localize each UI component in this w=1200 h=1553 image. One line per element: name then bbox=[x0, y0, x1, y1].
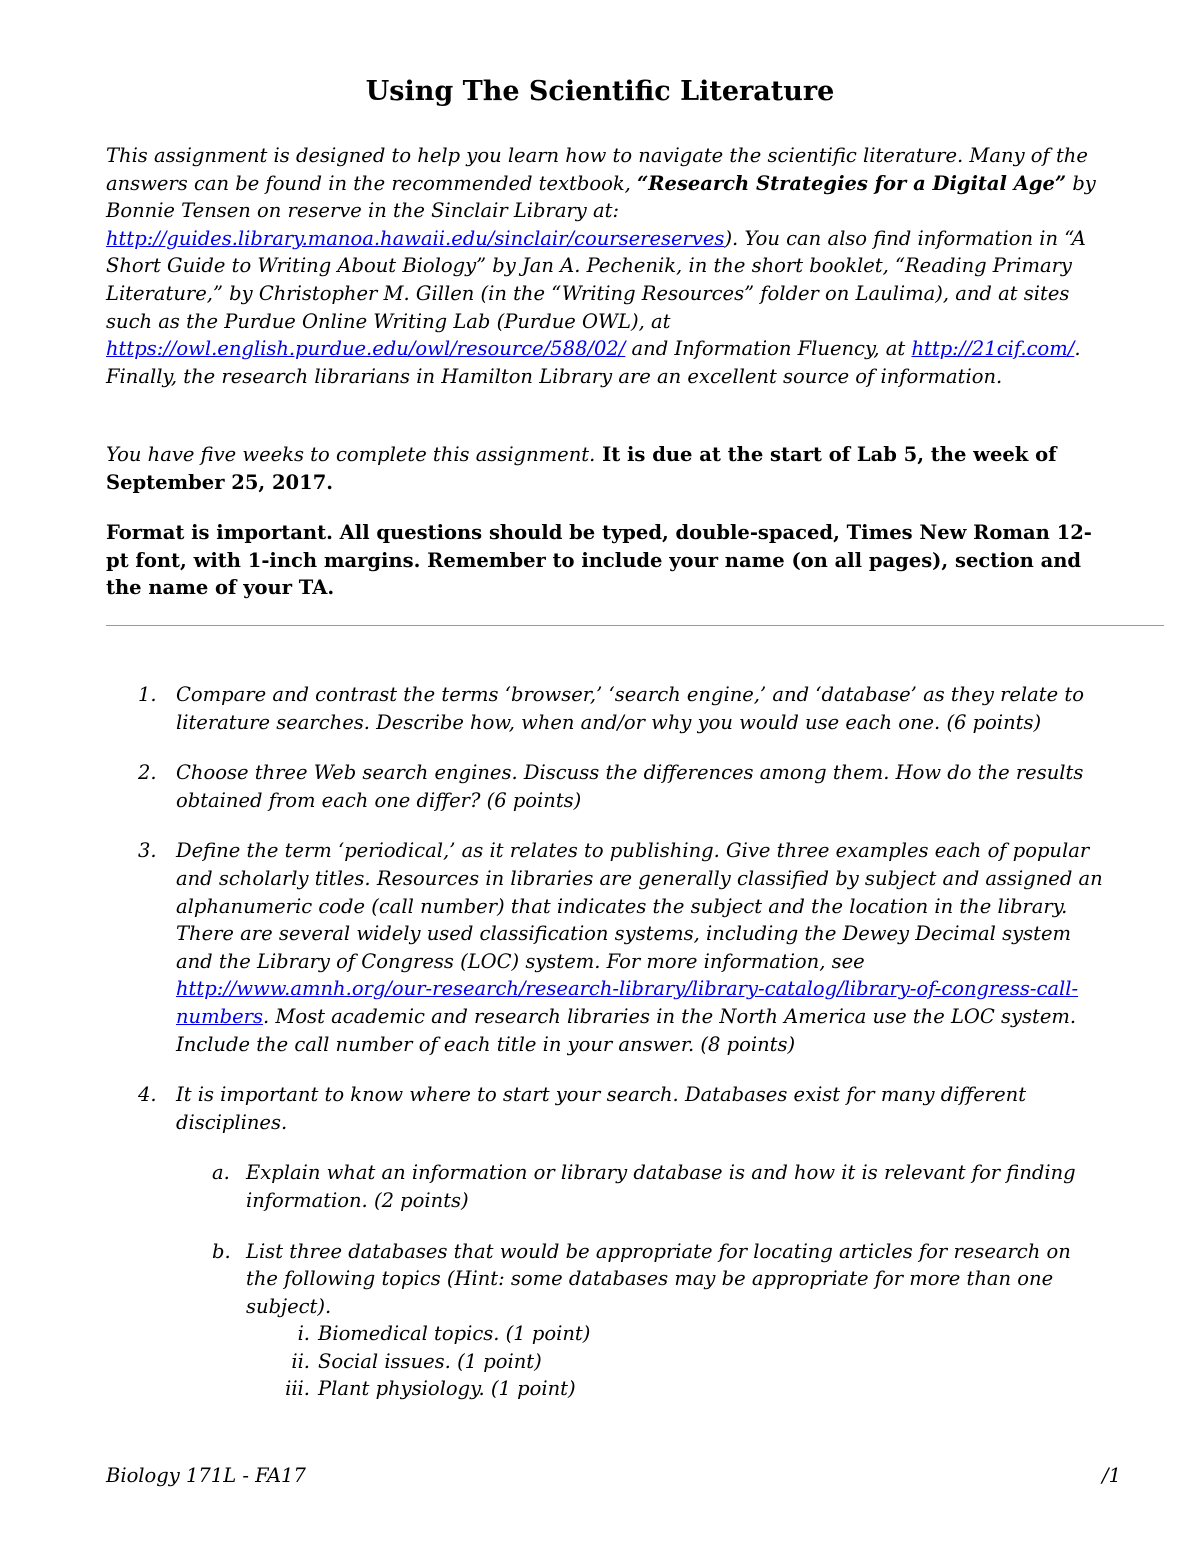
amnh-loc-link[interactable]: http://www.amnh.org/our-research/research-library/library-catalog/library-of-congress-call-numbers bbox=[176, 977, 1079, 1028]
section-divider bbox=[106, 625, 1164, 626]
purdue-owl-link[interactable]: https://owl.english.purdue.edu/owl/resource/588/02/ bbox=[106, 337, 626, 361]
due-date-paragraph bbox=[106, 441, 1106, 496]
question-number: 1. bbox=[138, 683, 157, 706]
due-italic-text: You have five weeks to complete this assignment. bbox=[106, 443, 596, 466]
question-list bbox=[106, 681, 1106, 1426]
sinclair-reserves-link[interactable]: http://guides.library.manoa.hawaii.edu/sinclair/coursereserves bbox=[106, 226, 725, 250]
question-number: 4. bbox=[138, 1083, 157, 1107]
question-text: It is important to know where to start your search. Databases exist for many different disciplines. bbox=[176, 1083, 1027, 1134]
topic-text: Biomedical topics. (1 point) bbox=[318, 1322, 591, 1346]
question-number: 2. bbox=[138, 761, 157, 785]
question-text-part-2: . Most academic and research libraries in the North America use the LOC system. Include the call number of each title in your answer. (8 points) bbox=[176, 1004, 1077, 1056]
intro-text-2: by Bonnie Tensen on reserve in the Sinclair Library at: bbox=[106, 171, 1096, 223]
question-number: 3. bbox=[138, 839, 157, 863]
question-4 bbox=[106, 1081, 1106, 1403]
subquestion-letter: b. bbox=[212, 1239, 231, 1263]
page-title: Using The Scientific Literature bbox=[365, 76, 835, 107]
topic-item-i bbox=[106, 1320, 1106, 1348]
topic-text: Social issues. (1 point) bbox=[318, 1349, 542, 1373]
topic-item-iii bbox=[106, 1375, 1106, 1403]
subquestion-text: List three databases that would be appropriate for locating articles for research on the following topics (Hint: some databases may be appropriate for more than one subject). bbox=[246, 1239, 1071, 1318]
due-bold-text: It is due at the start of Lab 5, the week of September 25, 2017. bbox=[106, 443, 1057, 494]
21cif-link[interactable]: http://21cif.com/ bbox=[911, 337, 1075, 361]
question-4a bbox=[106, 1159, 1106, 1214]
footer-page-score: /1 bbox=[1102, 1464, 1121, 1487]
intro-paragraph bbox=[106, 142, 1106, 390]
topic-text: Plant physiology. (1 point) bbox=[318, 1377, 576, 1401]
question-4b bbox=[106, 1238, 1106, 1404]
question-1 bbox=[106, 681, 1106, 736]
roman-numeral: i. bbox=[297, 1322, 310, 1346]
intro-text-3: ). You can also find information in “A Short Guide to Writing About Biology” by Jan A. Pechenik, in the short booklet, “Reading Primary Literature,” by Christopher M. Gillen (in the “Writing Resources” folder on Laulima), and at sites such as the Purdue Online Writing Lab (Purdue OWL), at bbox=[106, 226, 1086, 333]
intro-text-1: This assignment is designed to help you learn how to navigate the scientific literature. Many of the answers can be found in the recommended textbook, bbox=[106, 144, 1088, 195]
question-2 bbox=[106, 759, 1106, 814]
question-text-part-1: Define the term ‘periodical,’ as it relates to publishing. Give three examples each of popular and scholarly titles. Resources in libraries are generally classified by subject and assigned an alphanumeric code (call number) that indicates the subject and the location in the library. There are several widely used classification systems, including the Dewey Decimal system and the Library of Congress (LOC) system. For more information, see bbox=[176, 839, 1103, 973]
question-3 bbox=[106, 837, 1106, 1058]
footer-course: Biology 171L - FA17 bbox=[106, 1464, 306, 1487]
page-footer bbox=[106, 1462, 1121, 1489]
roman-numeral: iii. bbox=[285, 1377, 310, 1401]
textbook-title: “Research Strategies for a Digital Age” bbox=[637, 171, 1067, 195]
intro-text-5: . Finally, the research librarians in Hamilton Library are an excellent source of information. bbox=[106, 337, 1081, 388]
subquestion-text: Explain what an information or library database is and how it is relevant for finding information. (2 points) bbox=[246, 1161, 1076, 1212]
subquestion-letter: a. bbox=[212, 1161, 230, 1185]
question-text: Choose three Web search engines. Discuss the differences among them. How do the results obtained from each one differ? (6 points) bbox=[176, 761, 1084, 812]
roman-numeral: ii. bbox=[291, 1349, 310, 1373]
question-text: Compare and contrast the terms ‘browser,’ ‘search engine,’ and ‘database’ as they relate to literature searches. Describe how, when and/or why you would use each one. (6 points) bbox=[176, 683, 1084, 734]
topic-item-ii bbox=[106, 1348, 1106, 1376]
format-note: Format is important. All questions should be typed, double-spaced, Times New Roman 12-pt font, with 1-inch margins. Remember to include your name (on all pages), section and the name of your TA. bbox=[106, 521, 1092, 600]
intro-text-4: and Information Fluency, at bbox=[625, 337, 912, 361]
